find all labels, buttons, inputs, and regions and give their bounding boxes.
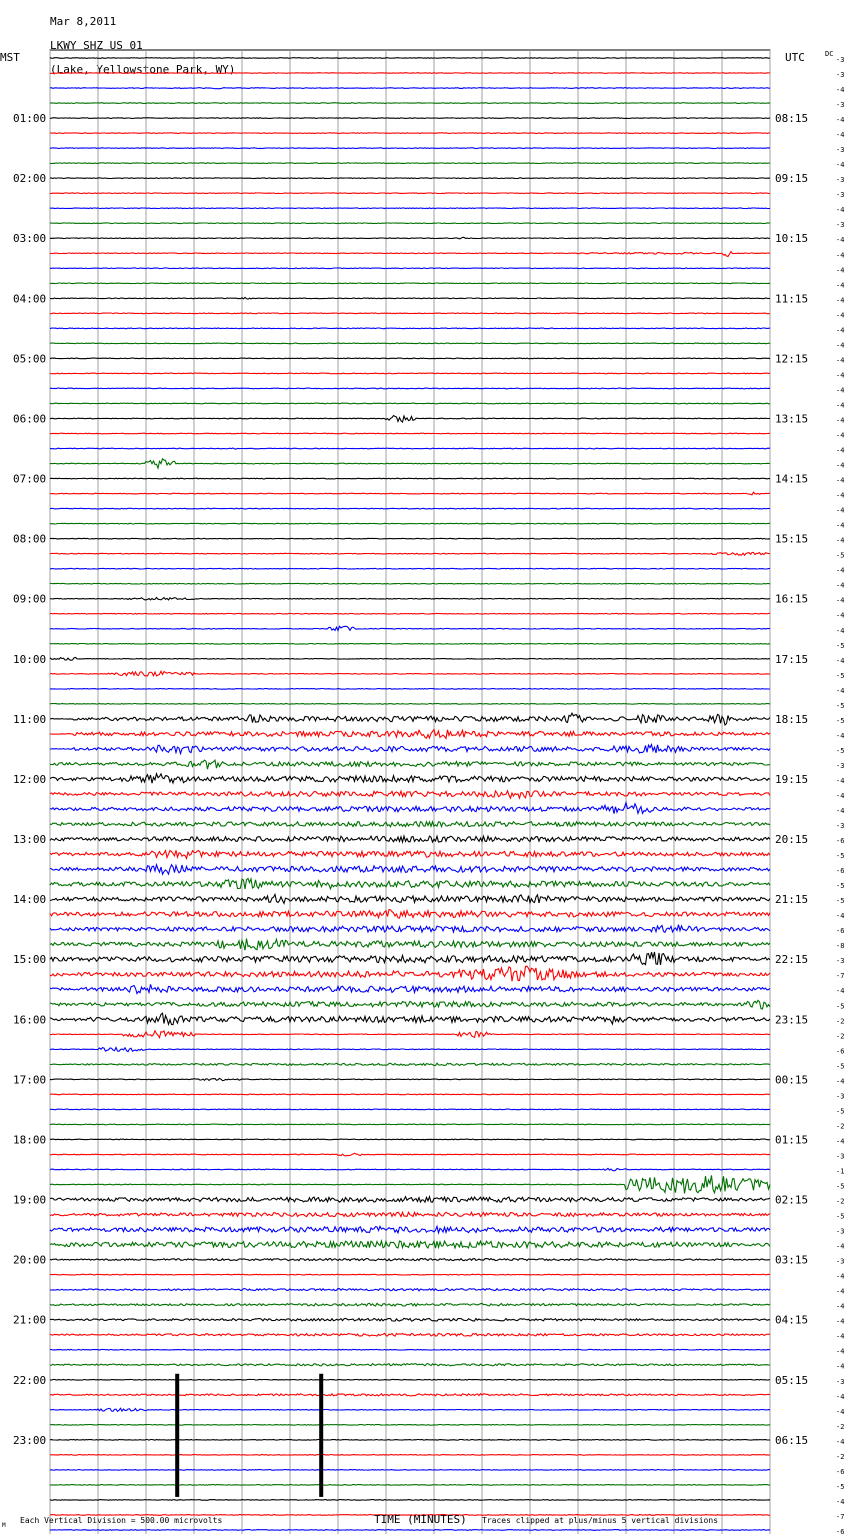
- right-hour-label: 06:15: [775, 1433, 809, 1447]
- trace-row: [50, 1440, 770, 1441]
- dc-offset-label: -5: [836, 1212, 845, 1221]
- trace-row: [50, 836, 770, 842]
- dc-offset-label: -3: [836, 146, 845, 155]
- left-hour-label: 01:00: [13, 112, 47, 126]
- dc-offset-label: -3: [836, 101, 845, 110]
- trace-row: [50, 791, 770, 798]
- trace-row: [50, 1078, 770, 1080]
- dc-offset-label: -4: [836, 1332, 845, 1341]
- trace-row: [50, 433, 770, 434]
- dc-offset-label: -3: [836, 822, 845, 831]
- dc-offset-label: -3: [836, 221, 845, 230]
- right-hour-label: 04:15: [775, 1313, 809, 1327]
- trace-row: [50, 568, 770, 569]
- trace-row: [50, 508, 770, 509]
- right-tz-label: UTC: [785, 51, 805, 64]
- trace-row: [50, 774, 770, 784]
- trace-row: [50, 803, 770, 814]
- right-hour-label: 23:15: [775, 1013, 809, 1027]
- location-label: (Lake, Yellowstone Park, WY): [50, 63, 236, 76]
- left-hour-label: 16:00: [13, 1013, 47, 1027]
- dc-offset-label: -2: [836, 1122, 845, 1131]
- left-hour-label: 15:00: [13, 953, 47, 967]
- dc-offset-label: -5: [836, 701, 845, 710]
- dc-offset-label: -4: [836, 1302, 845, 1311]
- dc-offset-label: -4: [836, 131, 845, 140]
- trace-row: [50, 1109, 770, 1110]
- trace-row: [50, 822, 770, 827]
- dc-offset-label: -3: [836, 1377, 845, 1386]
- trace-row: [50, 1425, 770, 1426]
- dc-offset-label: -5: [836, 641, 845, 650]
- dc-offset-label: -4: [836, 1392, 845, 1401]
- trace-row: [50, 1063, 770, 1065]
- dc-offset-label: -4: [836, 281, 845, 290]
- dc-offset-label: -4: [836, 581, 845, 590]
- dc-offset-label: -4: [836, 1497, 845, 1506]
- trace-row: [50, 163, 770, 164]
- dc-offset-label: -3: [836, 1227, 845, 1236]
- left-hour-label: 19:00: [13, 1193, 47, 1207]
- trace-row: [50, 358, 770, 359]
- trace-row: [50, 1197, 770, 1203]
- trace-row: [50, 538, 770, 539]
- dc-offset-label: -4: [836, 296, 845, 305]
- dc-offset-label: -4: [836, 236, 845, 245]
- trace-row: [50, 297, 770, 299]
- trace-row: [50, 689, 770, 690]
- left-hour-label: 09:00: [13, 592, 47, 606]
- trace-group: [50, 58, 770, 1534]
- dc-offset-label: -4: [836, 596, 845, 605]
- trace-row: [50, 1168, 770, 1170]
- dc-offset-label: -3: [836, 56, 845, 64]
- footer-scale-note: Each Vertical Division = 500.00 microvolts: [20, 1516, 223, 1525]
- trace-row: [50, 223, 770, 224]
- trace-row: [50, 894, 770, 903]
- dc-offset-label: -4: [836, 251, 845, 260]
- trace-row: [50, 1289, 770, 1291]
- dc-offset-label: -4: [836, 341, 845, 350]
- dc-offset-label: -4: [836, 356, 845, 365]
- trace-row: [50, 208, 770, 209]
- trace-row: [50, 118, 770, 119]
- trace-row: [50, 1318, 770, 1321]
- trace-row: [50, 730, 770, 739]
- dc-offset-label: -4: [836, 807, 845, 815]
- trace-row: [50, 1048, 770, 1052]
- trace-row: [50, 459, 770, 468]
- dc-offset-label: -6: [836, 837, 845, 846]
- dc-offset-label: -4: [836, 1317, 845, 1326]
- dc-offset-label: -1: [836, 1167, 845, 1176]
- dc-offset-label: -4: [836, 987, 845, 996]
- dc-offset-label: -5: [836, 1002, 845, 1011]
- trace-row: [50, 1485, 770, 1486]
- dc-offset-label: -4: [836, 1287, 845, 1296]
- dc-offset-label: -4: [836, 1242, 845, 1251]
- right-hour-label: 14:15: [775, 472, 809, 486]
- dc-offset-label: -4: [836, 161, 845, 170]
- left-hour-label: 14:00: [13, 893, 47, 907]
- dc-offset-label: -2: [836, 1452, 845, 1461]
- right-hour-label: 13:15: [775, 412, 809, 426]
- right-hour-label: 21:15: [775, 893, 809, 907]
- trace-row: [50, 1274, 770, 1275]
- dc-offset-label: -4: [836, 1437, 845, 1446]
- dc-offset-label: -4: [836, 311, 845, 320]
- trace-row: [50, 103, 770, 104]
- dc-offset-label: -5: [836, 671, 845, 680]
- trace-row: [50, 1333, 770, 1336]
- trace-row: [50, 910, 770, 919]
- trace-row: [50, 745, 770, 754]
- dc-offset-label: -5: [836, 746, 845, 755]
- trace-row: [50, 1500, 770, 1501]
- dc-offset-label: -4: [836, 686, 845, 695]
- trace-row: [50, 1031, 770, 1038]
- trace-row: [50, 73, 770, 74]
- trace-row: [50, 713, 770, 725]
- dc-offset-label: -6: [836, 867, 845, 876]
- trace-row: [50, 58, 770, 59]
- left-hour-label: 17:00: [13, 1073, 47, 1087]
- left-hour-label: 08:00: [13, 532, 47, 546]
- left-hour-label: 13:00: [13, 833, 47, 847]
- trace-row: [50, 1000, 770, 1009]
- trace-row: [50, 552, 770, 555]
- dc-offset-label: -2: [836, 1017, 845, 1026]
- trace-row: [50, 704, 770, 705]
- left-hour-label: 23:00: [13, 1433, 47, 1447]
- trace-row: [50, 1212, 770, 1216]
- left-hour-label: 04:00: [13, 292, 47, 306]
- trace-row: [50, 1124, 770, 1125]
- trace-row: [50, 1241, 770, 1248]
- dc-offset-label: -4: [836, 386, 845, 395]
- dc-offset-label: -6: [836, 927, 845, 936]
- dc-offset-label: -3: [836, 957, 845, 966]
- trace-row: [50, 237, 770, 239]
- dc-offset-label: -4: [836, 536, 845, 545]
- dc-offset-label: -4: [836, 791, 845, 800]
- right-hour-label: 00:15: [775, 1073, 809, 1087]
- dc-offset-label: -6: [836, 1467, 845, 1476]
- right-hour-label: 01:15: [775, 1133, 809, 1147]
- trace-row: [50, 1349, 770, 1350]
- dc-offset-label: -4: [836, 1272, 845, 1281]
- trace-row: [50, 598, 770, 600]
- left-hour-label: 05:00: [13, 352, 47, 366]
- left-hour-label: 22:00: [13, 1373, 47, 1387]
- trace-row: [50, 1379, 770, 1380]
- dc-offset-label: -4: [836, 461, 845, 470]
- dc-offset-label: -4: [836, 431, 845, 440]
- trace-row: [50, 850, 770, 858]
- dc-offset-label: -6: [836, 1047, 845, 1056]
- trace-row: [50, 1364, 770, 1366]
- left-hour-label: 10:00: [13, 652, 47, 666]
- trace-row: [50, 478, 770, 479]
- dc-offset-label: -4: [836, 912, 845, 921]
- right-hour-label: 08:15: [775, 112, 809, 126]
- left-hour-label: 03:00: [13, 232, 47, 246]
- trace-row: [50, 1175, 770, 1193]
- trace-row: [50, 1303, 770, 1306]
- dc-offset-label: -4: [836, 506, 845, 515]
- trace-row: [50, 313, 770, 314]
- dc-offset-label: -5: [836, 1182, 845, 1191]
- dc-offset-label: -5: [836, 551, 845, 560]
- dc-offset-label: -4: [836, 611, 845, 620]
- left-hour-label: 06:00: [13, 412, 47, 426]
- dc-offset-label: -4: [836, 326, 845, 335]
- right-hour-label: 10:15: [775, 232, 809, 246]
- trace-row: [50, 613, 770, 614]
- trace-row: [50, 388, 770, 389]
- right-hour-label: 12:15: [775, 352, 809, 366]
- trace-row: [50, 178, 770, 179]
- right-hour-label: 02:15: [775, 1193, 809, 1207]
- left-tz-label: MST: [0, 51, 20, 64]
- dc-offset-label: -4: [836, 446, 845, 455]
- trace-row: [50, 626, 770, 630]
- trace-row: [50, 657, 770, 660]
- dc-offset-label: -4: [836, 476, 845, 485]
- dc-offset-label: -4: [836, 1137, 845, 1146]
- left-hour-label: 12:00: [13, 772, 47, 786]
- trace-row: [50, 1226, 770, 1232]
- trace-row: [50, 268, 770, 269]
- trace-row: [50, 252, 770, 257]
- trace-row: [50, 1153, 770, 1156]
- dc-offset-label: -4: [836, 776, 845, 785]
- left-hour-label: 11:00: [13, 712, 47, 726]
- trace-row: [50, 1530, 770, 1531]
- dc-offset-label: -2: [836, 1197, 845, 1206]
- trace-row: [50, 523, 770, 524]
- trace-row: [50, 492, 770, 495]
- spike-group: [175, 1374, 323, 1497]
- dc-offset-label: -4: [836, 521, 845, 530]
- trace-row: [50, 865, 770, 875]
- trace-row: [50, 1013, 770, 1024]
- dc-offset-label: -4: [836, 1362, 845, 1371]
- dc-offset-label: -4: [836, 1077, 845, 1086]
- trace-row: [50, 88, 770, 89]
- footer-clip-note: Traces clipped at plus/minus 5 vertical divisions: [482, 1516, 719, 1525]
- trace-row: [50, 403, 770, 404]
- trace-row: [50, 148, 770, 149]
- dc-offset-label: -8: [836, 942, 845, 951]
- dc-offset-label: -3: [836, 176, 845, 185]
- trace-row: [50, 1408, 770, 1411]
- dc-offset-label: -6: [836, 1527, 845, 1534]
- right-hour-label: 18:15: [775, 712, 809, 726]
- dc-offset-label: -4: [836, 116, 845, 125]
- right-hour-label: 17:15: [775, 652, 809, 666]
- dc-offset-label: -2: [836, 1422, 845, 1431]
- trace-row: [50, 343, 770, 344]
- trace-row: [50, 952, 770, 965]
- dc-offset-label: -4: [836, 206, 845, 215]
- dc-offset-label: -4: [836, 566, 845, 575]
- trace-row: [50, 1259, 770, 1261]
- right-hour-label: 09:15: [775, 172, 809, 186]
- dc-offset-label: -4: [836, 1407, 845, 1416]
- trace-row: [50, 373, 770, 374]
- dc-offset-label: -3: [836, 1092, 845, 1101]
- trace-row: [50, 966, 770, 981]
- dc-offset-label: -3: [836, 71, 845, 80]
- dc-offset-label: -2: [836, 1032, 845, 1041]
- dc-offset-label: -4: [836, 416, 845, 425]
- right-hour-label: 11:15: [775, 292, 809, 306]
- left-hour-label: 07:00: [13, 472, 47, 486]
- dc-offset-label: -4: [836, 1347, 845, 1356]
- right-hour-label: 19:15: [775, 772, 809, 786]
- trace-row: [50, 448, 770, 449]
- right-hour-label: 05:15: [775, 1373, 809, 1387]
- dc-offset-label: -5: [836, 852, 845, 861]
- right-hour-label: 22:15: [775, 953, 809, 967]
- dc-offset-label: -5: [836, 897, 845, 906]
- trace-row: [50, 925, 770, 933]
- dc-offset-label: -5: [836, 1062, 845, 1071]
- dc-offset-label: -5: [836, 1107, 845, 1116]
- right-hour-label: 03:15: [775, 1253, 809, 1267]
- left-hour-label: 02:00: [13, 172, 47, 186]
- spike-bar: [319, 1374, 323, 1497]
- trace-row: [50, 283, 770, 284]
- dc-offset-label: -3: [836, 761, 845, 770]
- trace-row: [50, 193, 770, 194]
- dc-offset-label: -5: [836, 882, 845, 891]
- trace-row: [50, 133, 770, 134]
- trace-row: [50, 1394, 770, 1396]
- dc-offset-label: -4: [836, 266, 845, 275]
- left-hour-label: 20:00: [13, 1253, 47, 1267]
- dc-offset-label: -4: [836, 401, 845, 410]
- dc-offset-label: -4: [836, 626, 845, 635]
- dc-offset-label: -7: [836, 1512, 845, 1521]
- trace-row: [50, 939, 770, 951]
- dc-offset-label: -4: [836, 86, 845, 95]
- trace-row: [50, 671, 770, 676]
- trace-row: [50, 328, 770, 329]
- trace-row: [50, 416, 770, 422]
- left-hour-label: 21:00: [13, 1313, 47, 1327]
- right-hour-label: 15:15: [775, 532, 809, 546]
- dc-offset-label: -3: [836, 1152, 845, 1161]
- trace-row: [50, 1470, 770, 1471]
- right-hour-label: 20:15: [775, 833, 809, 847]
- trace-row: [50, 583, 770, 584]
- trace-row: [50, 1094, 770, 1095]
- trace-row: [50, 760, 770, 769]
- trace-row: [50, 1139, 770, 1140]
- dc-offset-label: -7: [836, 972, 845, 981]
- dc-offset-label: -4: [836, 371, 845, 380]
- dc-offset-label: -4: [836, 491, 845, 500]
- station-label: LKWY SHZ US 01: [50, 39, 143, 52]
- x-axis-title: TIME (MINUTES): [374, 1513, 467, 1526]
- right-hour-label: 16:15: [775, 592, 809, 606]
- date-label: Mar 8,2011: [50, 15, 117, 28]
- dc-offset-label: -3: [836, 191, 845, 200]
- trace-row: [50, 643, 770, 644]
- trace-row: [50, 1455, 770, 1456]
- left-hour-label: 18:00: [13, 1133, 47, 1147]
- dc-offset-label: -3: [836, 1257, 845, 1266]
- dc-offset-label: -4: [836, 731, 845, 740]
- dc-label: DC: [825, 50, 834, 58]
- spike-bar: [175, 1374, 179, 1497]
- trace-row: [50, 879, 770, 890]
- dc-offset-label: -4: [836, 656, 845, 665]
- dc-offset-label: -5: [836, 716, 845, 725]
- dc-offset-label: -5: [836, 1482, 845, 1491]
- trace-row: [50, 984, 770, 993]
- corner-mark: M: [2, 1522, 6, 1529]
